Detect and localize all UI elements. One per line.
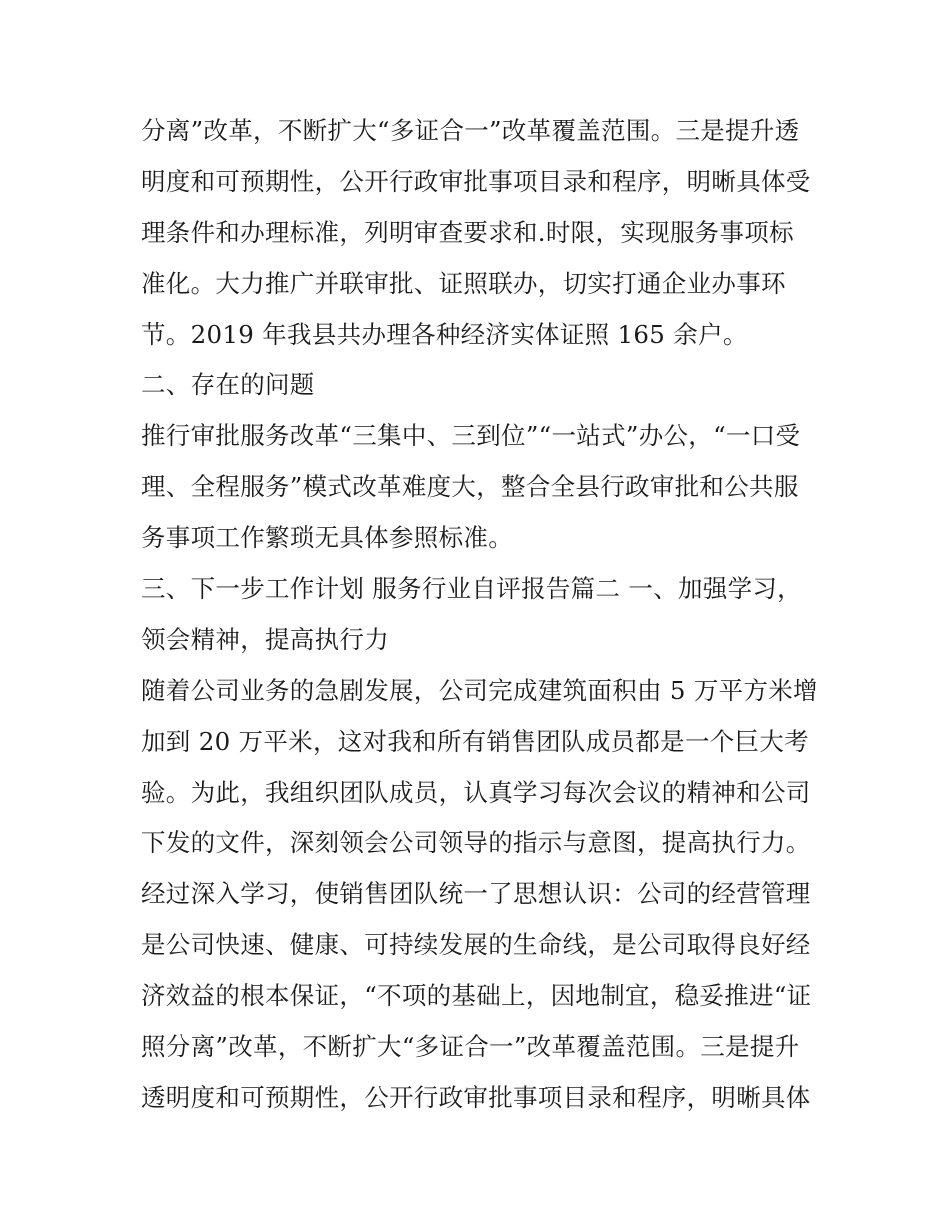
text-line: 是公司快速、健康、可持续发展的生命线，是公司取得良好经	[141, 930, 811, 960]
text-line: 准化。大力推广并联审批、证照联办，切实打通企业办事环	[141, 268, 786, 298]
text-line: 务事项工作繁琐无具体参照标准。	[141, 523, 513, 553]
section-heading: 三、下一步工作计划 服务行业自评报告篇二 一、加强学习，	[141, 574, 802, 604]
text-line: 推行审批服务改革“三集中、三到位”“一站式”办公，“一口受	[141, 421, 801, 451]
text-line: 照分离”改革，不断扩大“多证合一”改革覆盖范围。三是提升	[141, 1032, 800, 1062]
text-line: 下发的文件，深刻领会公司领导的指示与意图，提高执行力。	[141, 828, 811, 858]
text-line: 验。为此，我组织团队成员，认真学习每次会议的精神和公司	[141, 777, 811, 807]
text-line: 理条件和办理标准，列明审查要求和.时限，实现服务事项标	[141, 217, 794, 247]
body-text	[141, 106, 831, 1124]
text-line: 节。2019 年我县共办理各种经济实体证照 165 余户。	[141, 319, 748, 349]
section-heading: 二、存在的问题	[141, 370, 315, 400]
text-line: 领会精神，提高执行力	[141, 624, 389, 654]
text-line: 加到 20 万平米，这对我和所有销售团队成员都是一个巨大考	[141, 726, 809, 756]
text-line: 分离”改革，不断扩大“多证合一”改革覆盖范围。三是提升透	[141, 116, 800, 145]
text-line: 经过深入学习，使销售团队统一了思想认识：公司的经营管理	[141, 879, 811, 909]
text-line: 明度和可预期性，公开行政审批事项目录和程序，明晰具体受	[141, 166, 811, 196]
text-line: 济效益的根本保证，“不项的基础上，因地制宜，稳妥推进“证	[141, 981, 812, 1011]
text-line: 随着公司业务的急剧发展，公司完成建筑面积由 5 万平方米增	[141, 675, 818, 705]
text-line: 透明度和可预期性，公开行政审批事项目录和程序，明晰具体	[141, 1082, 811, 1112]
text-line: 理、全程服务”模式改革难度大，整合全县行政审批和公共服	[141, 472, 799, 502]
